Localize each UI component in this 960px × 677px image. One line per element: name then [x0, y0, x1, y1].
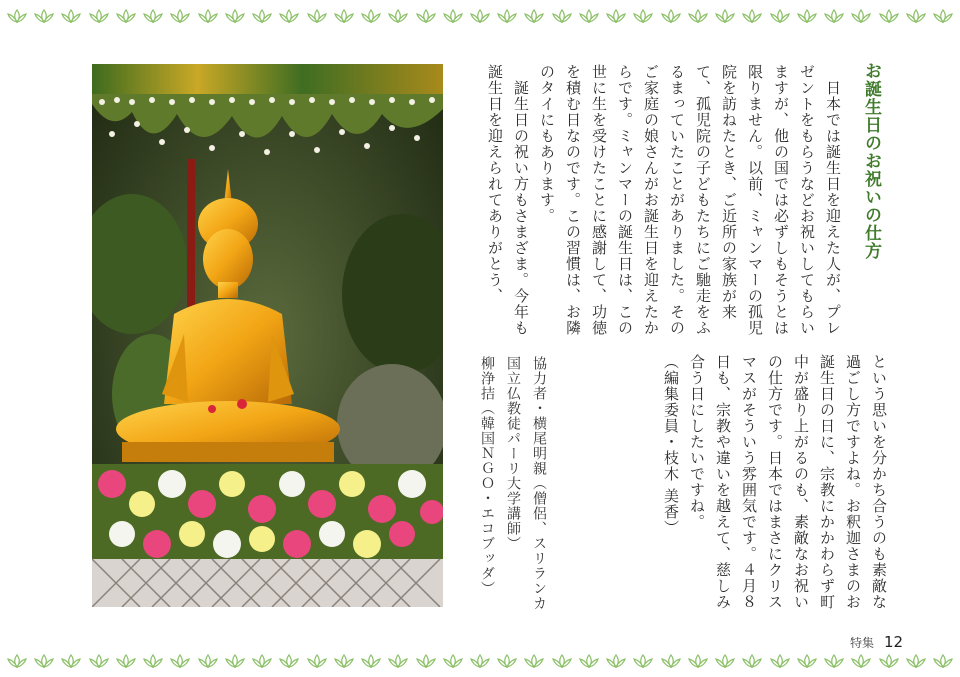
lotus-icon [878, 654, 900, 668]
lotus-icon [769, 9, 791, 23]
lotus-icon [142, 9, 164, 23]
contributors-credit: 協力者・横尾明親（僧侶、スリランカ国立仏教徒パーリ大学講師） 柳浄拮（韓国ＮＧＯ・エコブッダ） [479, 356, 547, 611]
lotus-icon [60, 654, 82, 668]
lotus-icon [687, 9, 709, 23]
lotus-icon [850, 654, 872, 668]
lotus-icon [551, 9, 573, 23]
lotus-icon [632, 9, 654, 23]
lotus-icon [197, 9, 219, 23]
lotus-icon [333, 654, 355, 668]
page-footer [850, 633, 903, 651]
lotus-icon [33, 654, 55, 668]
lotus-icon [115, 9, 137, 23]
section-label: 特集 [850, 636, 875, 650]
lotus-icon [469, 654, 491, 668]
lotus-icon [578, 9, 600, 23]
lotus-icon [687, 654, 709, 668]
lotus-icon [169, 654, 191, 668]
lotus-icon [496, 9, 518, 23]
lotus-icon [115, 654, 137, 668]
lotus-icon [932, 654, 954, 668]
lotus-icon [278, 654, 300, 668]
lotus-icon [224, 9, 246, 23]
lotus-icon [442, 9, 464, 23]
lotus-icon [523, 9, 545, 23]
lotus-icon [88, 654, 110, 668]
lotus-icon [551, 654, 573, 668]
lotus-icon [769, 654, 791, 668]
lotus-icon [878, 9, 900, 23]
lotus-icon [33, 9, 55, 23]
lotus-icon [6, 654, 28, 668]
lotus-icon [197, 654, 219, 668]
buddha-statue-photo [92, 64, 443, 607]
lotus-icon [741, 654, 763, 668]
lotus-icon [905, 654, 927, 668]
lotus-icon [741, 9, 763, 23]
lotus-icon [469, 9, 491, 23]
lotus-icon [605, 654, 627, 668]
lotus-icon [442, 654, 464, 668]
lotus-icon [306, 9, 328, 23]
lotus-icon [796, 654, 818, 668]
lotus-icon [251, 9, 273, 23]
lotus-icon [796, 9, 818, 23]
lotus-icon [306, 654, 328, 668]
article-heading: お誕生日のお祝いの仕方 [861, 62, 881, 260]
lotus-icon [6, 9, 28, 23]
lotus-icon [714, 9, 736, 23]
lotus-icon [415, 9, 437, 23]
lotus-icon [823, 9, 845, 23]
bottom-lotus-border [0, 650, 960, 672]
lotus-icon [360, 9, 382, 23]
lotus-icon [932, 9, 954, 23]
lotus-icon [415, 654, 437, 668]
lotus-icon [333, 9, 355, 23]
lotus-icon [578, 654, 600, 668]
lotus-icon [60, 9, 82, 23]
lotus-icon [523, 654, 545, 668]
lotus-icon [714, 654, 736, 668]
lotus-icon [660, 654, 682, 668]
lotus-icon [605, 9, 627, 23]
page-number: 12 [884, 633, 904, 651]
lotus-icon [632, 654, 654, 668]
lotus-icon [387, 654, 409, 668]
lotus-icon [88, 9, 110, 23]
article-body-upper: 日本では誕生日を迎えた人が、プレゼントをもらうなどお祝いしてもらいますが、他の国では必ずしもそうとは限りません。以前、ミャンマーの孤児院を訪ねたとき、ご近所の家族が来て、孤児院の子どもたちにご馳走をふるまっていたことがありました。そのご家庭の娘さんがお誕生日を迎えたからです。ミャンマーの誕生日は、この世に生を受けたことに感謝して、功徳を積む日なのです。この習慣は、お隣のタイにもあります。 誕生日の祝い方もさまざま。今年も誕生日を迎えられてありがとう、 [486, 64, 842, 336]
lotus-icon [387, 9, 409, 23]
article-body-lower: という思いを分かち合うのも素敵な過ごし方ですよね。お釈迦さまのお誕生日の日に、宗教にかかわらず町中が盛り上がるのも、素敵なお祝いの仕方です。日本ではまさにクリスマスがそういう雰囲気です。４月８日も、宗教や違いを越えて、慈しみ合う日にしたいですね。 （編集委員・枝木 美香） [662, 354, 888, 610]
lotus-icon [496, 654, 518, 668]
top-lotus-border [0, 5, 960, 27]
lotus-icon [823, 654, 845, 668]
lotus-icon [360, 654, 382, 668]
lotus-icon [169, 9, 191, 23]
lotus-icon [251, 654, 273, 668]
lotus-icon [224, 654, 246, 668]
lotus-icon [142, 654, 164, 668]
lotus-icon [850, 9, 872, 23]
lotus-icon [278, 9, 300, 23]
lotus-icon [660, 9, 682, 23]
lotus-icon [905, 9, 927, 23]
